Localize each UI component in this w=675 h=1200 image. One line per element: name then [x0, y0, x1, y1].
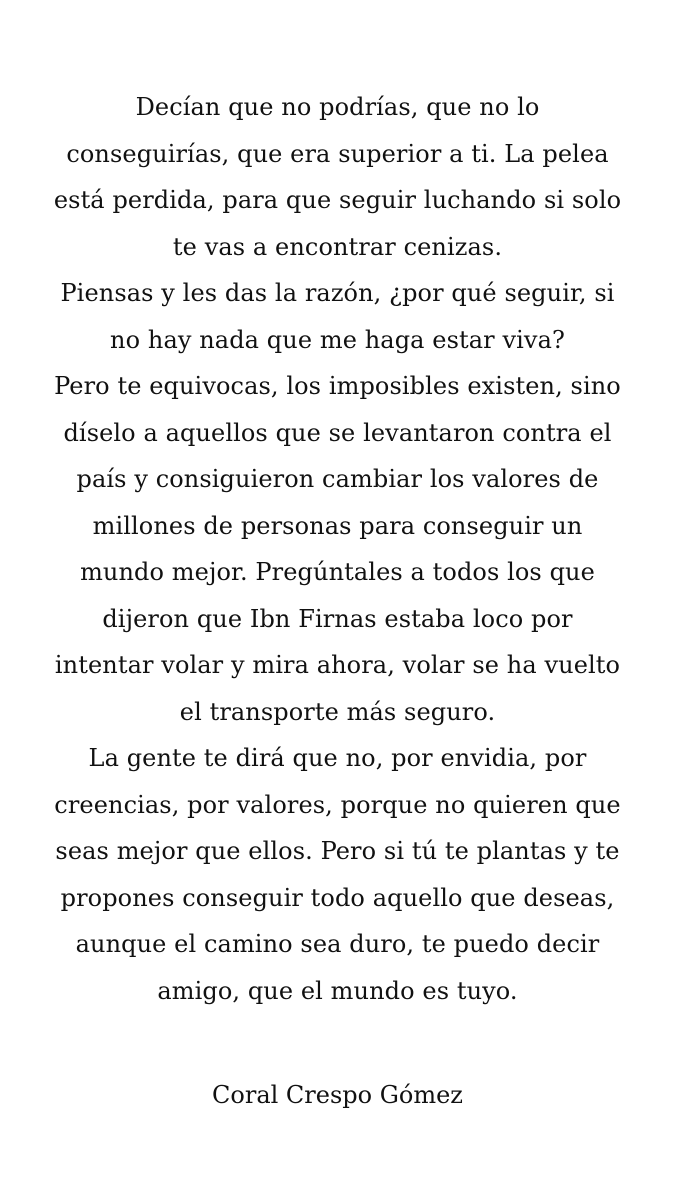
- poem-line: amigo, que el mundo es tuyo.: [157, 976, 518, 1005]
- poem-line: el transporte más seguro.: [179, 697, 496, 726]
- poem-line: millones de personas para conseguir un: [92, 511, 583, 540]
- poem-line: creencias, por valores, porque no quieren que: [54, 790, 621, 819]
- poem-line: propones conseguir todo aquello que deseas,: [60, 883, 615, 912]
- poem-line: está perdida, para que seguir luchando si solo: [53, 186, 622, 214]
- poem-line: seas mejor que ellos. Pero si tú te plantas y te: [55, 837, 620, 865]
- poem-line: te vas a encontrar cenizas.: [172, 232, 503, 261]
- poem-line: La gente te dirá que no, por envidia, por: [88, 744, 587, 772]
- poem-line: conseguirías, que era superior a ti. La pelea: [66, 139, 609, 168]
- poem-line: Piensas y les das la razón, ¿por qué seguir, si: [60, 279, 615, 307]
- poem-line: Pero te equivocas, los imposibles existen, sino: [54, 372, 621, 400]
- poem-line: no hay nada que me haga estar viva?: [110, 325, 565, 354]
- poem-line: país y consiguieron cambiar los valores de: [76, 465, 599, 493]
- poem-line: dijeron que Ibn Firnas estaba loco por: [102, 604, 573, 633]
- poem-line: intentar volar y mira ahora, volar se ha vuelto: [54, 651, 621, 679]
- author-signature: Coral Crespo Gómez: [212, 1081, 463, 1109]
- poem-text: [0, 84, 675, 1014]
- poem-line: aunque el camino sea duro, te puedo decir: [75, 930, 600, 958]
- poem-line: díselo a aquellos que se levantaron contra el: [63, 418, 612, 447]
- poem-line: mundo mejor. Pregúntales a todos los que: [80, 558, 595, 586]
- poem-line: Decían que no podrías, que no lo: [135, 93, 540, 121]
